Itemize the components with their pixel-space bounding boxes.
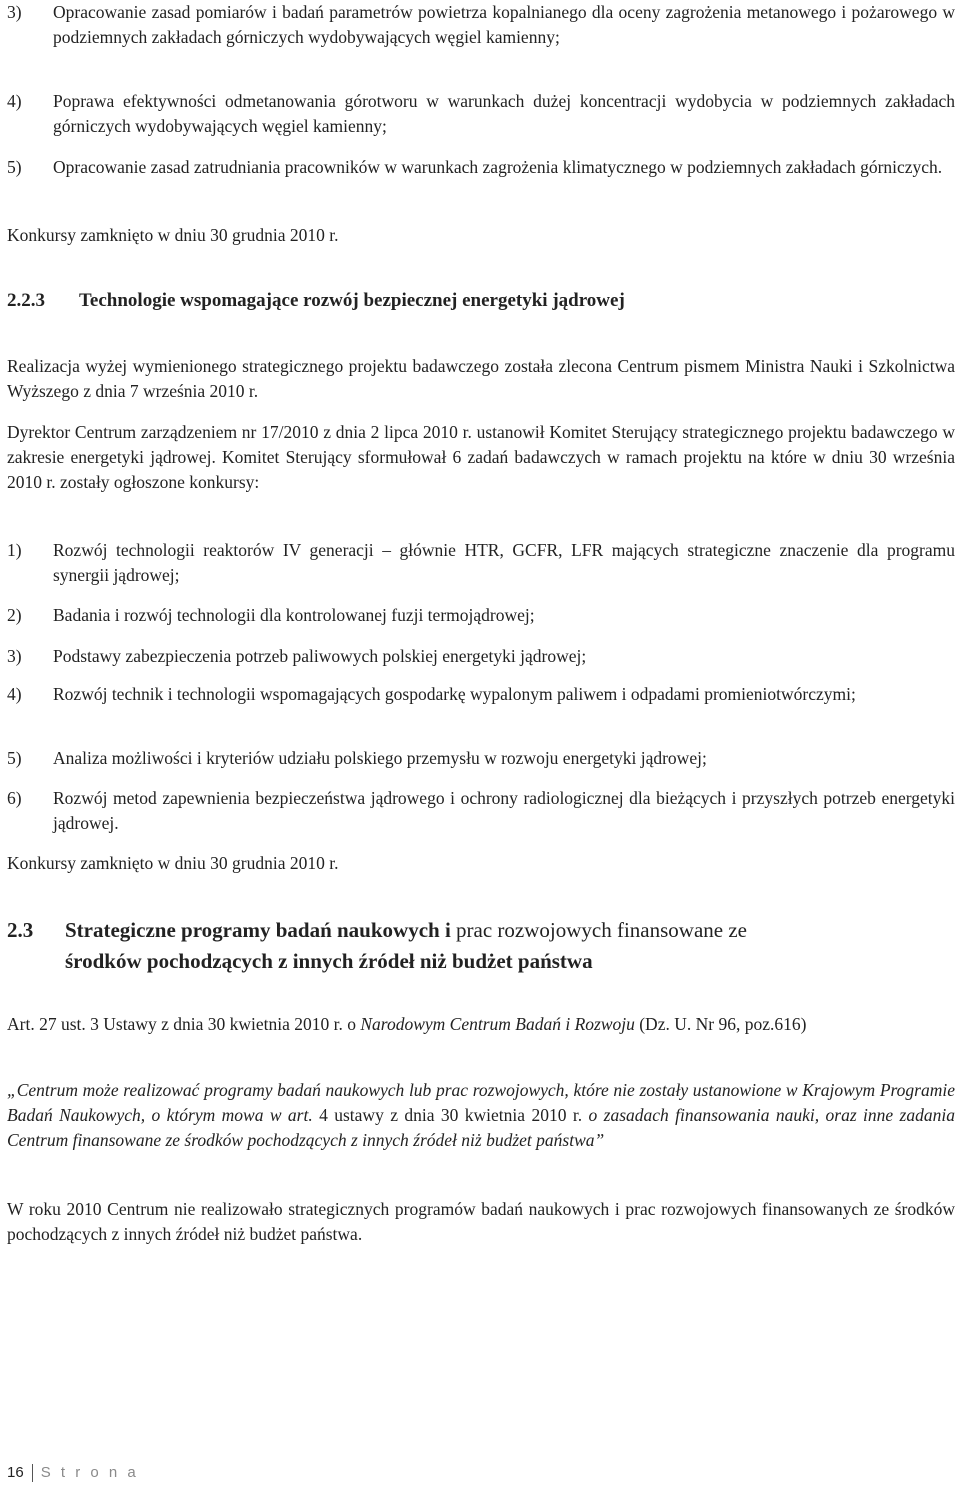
list-item-text: Podstawy zabezpieczenia potrzeb paliwowych polskiej energetyki jądrowej; bbox=[53, 646, 587, 666]
list-item-text: Opracowanie zasad pomiarów i badań parametrów powietrza kopalnianego dla oceny zagrożenia metanowego i pożarowego w podziemnych zakładach górniczych wydobywających węgiel kamienny; bbox=[53, 2, 955, 47]
section-heading bbox=[7, 288, 955, 313]
contest-closing-note: Konkursy zamknięto w dniu 30 grudnia 2010 r. bbox=[7, 853, 339, 873]
legal-reference-act-name: Narodowym Centrum Badań i Rozwoju bbox=[360, 1014, 635, 1034]
list-item-number: 3) bbox=[7, 646, 22, 666]
list-item-text: Rozwój technik i technologii wspomagających gospodarkę wypalonym paliwem i odpadami promieniotwórczymi; bbox=[53, 684, 856, 704]
list-item-number: 1) bbox=[7, 540, 22, 560]
list-item bbox=[7, 89, 955, 139]
section-title bbox=[65, 915, 747, 977]
page-label: S t r o n a bbox=[40, 1464, 139, 1481]
list-item-number: 2) bbox=[7, 605, 22, 625]
section-heading bbox=[7, 915, 955, 977]
list-item bbox=[7, 786, 955, 836]
list-item bbox=[7, 682, 955, 707]
list-item-number: 5) bbox=[7, 748, 22, 768]
paragraph: Dyrektor Centrum zarządzeniem nr 17/2010 z dnia 2 lipca 2010 r. ustanowił Komitet Sterujący strategicznego projektu badawczego w zakresie energetyki jądrowej. Komitet Sterujący sformułował 6 zadań badawczych w ramach projektu na które w dniu 30 września 2010 r. zostały ogłoszone konkursy: bbox=[7, 422, 955, 492]
section-title-bold: Strategiczne programy badań naukowych i bbox=[65, 918, 451, 942]
list-item bbox=[7, 603, 955, 628]
paragraph: Realizacja wyżej wymienionego strategicznego projektu badawczego została zlecona Centrum pismem Ministra Nauki i Szkolnictwa Wyższego z dnia 7 września 2010 r. bbox=[7, 356, 955, 401]
legal-quote bbox=[7, 1078, 955, 1153]
section-number: 2.2.3 bbox=[7, 290, 45, 311]
section-number: 2.3 bbox=[7, 918, 34, 942]
list-item bbox=[7, 538, 955, 588]
quote-normal-part: 4 ustawy z dnia 30 kwietnia 2010 r. bbox=[312, 1105, 589, 1125]
page-footer bbox=[7, 1463, 139, 1483]
list-item-text: Analiza możliwości i kryteriów udziału polskiego przemysłu w rozwoju energetyki jądrowej; bbox=[53, 748, 707, 768]
list-item-text: Poprawa efektywności odmetanowania górotworu w warunkach dużej koncentracji wydobycia w podziemnych zakładach górniczych wydobywających węgiel kamienny; bbox=[53, 91, 955, 136]
paragraph: W roku 2010 Centrum nie realizowało strategicznych programów badań naukowych i prac rozwojowych finansowanych ze środków pochodzących z innych źródeł niż budżet państwa. bbox=[7, 1199, 955, 1244]
page-number: 16 bbox=[7, 1464, 24, 1481]
list-item-text: Opracowanie zasad zatrudniania pracowników w warunkach zagrożenia klimatycznego w podziemnych zakładach górniczych. bbox=[53, 157, 943, 177]
legal-reference-prefix: Art. 27 ust. 3 Ustawy z dnia 30 kwietnia 2010 r. o bbox=[7, 1014, 361, 1034]
list-item bbox=[7, 155, 955, 180]
list-item-number: 4) bbox=[7, 684, 22, 704]
legal-reference bbox=[7, 1012, 955, 1037]
list-item-number: 3) bbox=[7, 2, 22, 22]
legal-reference-suffix: (Dz. U. Nr 96, poz.616) bbox=[634, 1014, 807, 1034]
list-item bbox=[7, 746, 955, 771]
section-title-bold: środków pochodzących z innych źródeł niż budżet państwa bbox=[65, 949, 593, 973]
contest-closing-note: Konkursy zamknięto w dniu 30 grudnia 2010 r. bbox=[7, 225, 339, 245]
list-item bbox=[7, 0, 955, 50]
list-item bbox=[7, 644, 955, 669]
quote-italic-part: o zasadach finansowania nauki, oraz inne zadania Centrum finansowane ze środków pochodzących z innych źródeł niż budżet państwa” bbox=[7, 1105, 955, 1150]
footer-divider bbox=[32, 1464, 33, 1482]
section-title-normal: prac rozwojowych finansowane ze bbox=[450, 918, 748, 942]
list-item-number: 4) bbox=[7, 91, 22, 111]
list-item-text: Rozwój technologii reaktorów IV generacji – głównie HTR, GCFR, LFR mających strategiczne znaczenie dla programu synergii jądrowej; bbox=[53, 540, 955, 585]
section-title: Technologie wspomagające rozwój bezpiecznej energetyki jądrowej bbox=[79, 290, 625, 311]
list-item-number: 5) bbox=[7, 157, 22, 177]
list-item-text: Badania i rozwój technologii dla kontrolowanej fuzji termojądrowej; bbox=[53, 605, 535, 625]
list-item-text: Rozwój metod zapewnienia bezpieczeństwa jądrowego i ochrony radiologicznej dla bieżących i przyszłych potrzeb energetyki jądrowej. bbox=[53, 788, 955, 833]
list-item-number: 6) bbox=[7, 788, 22, 808]
quote-italic-part: „Centrum może realizować programy badań naukowych lub prac rozwojowych, które nie zostały ustanowione w Krajowym Programie Badań Naukowych, o którym mowa w art. bbox=[7, 1080, 955, 1125]
